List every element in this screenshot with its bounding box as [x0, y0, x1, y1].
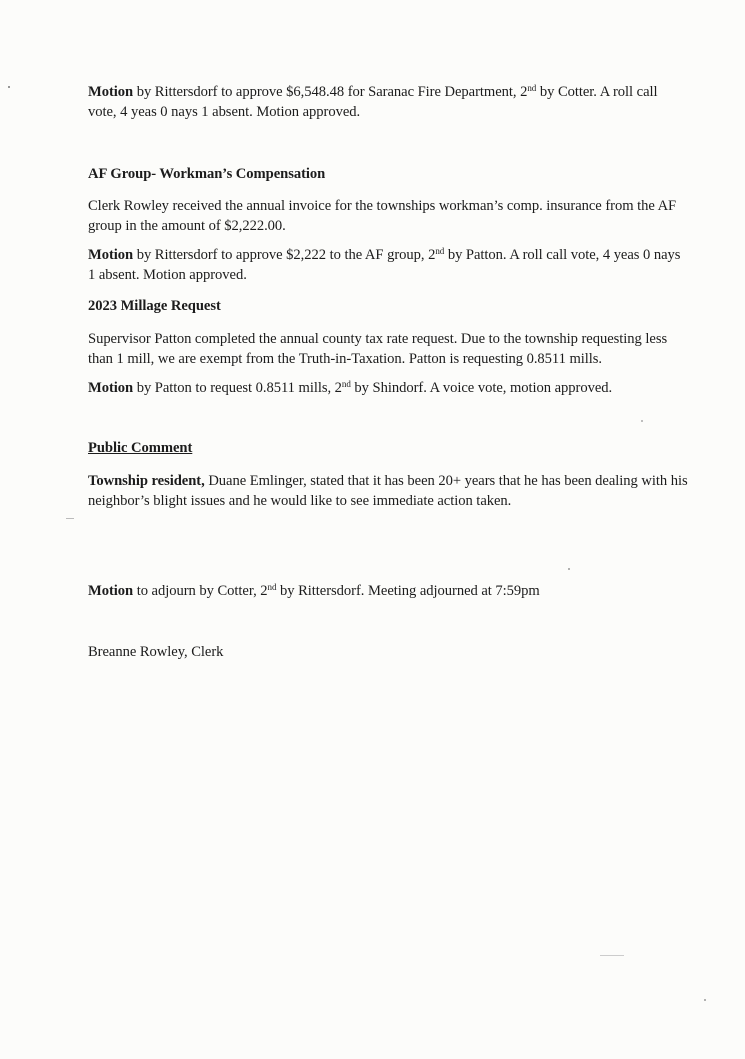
ordinal-suffix: nd: [341, 379, 351, 389]
motion-text: by Rittersdorf to approve $6,548.48 for Saranac Fire Department, 2: [133, 84, 528, 100]
public-comment-paragraph-block: [88, 471, 688, 511]
ordinal-suffix: nd: [435, 246, 445, 256]
motion-text-cont: by Patton. A roll call vote, 4 yeas 0 nays 1 absent. Motion approved.: [88, 247, 681, 283]
motion-text: by Rittersdorf to approve $2,222 to the AF group, 2: [133, 247, 436, 263]
adjourn-motion: [88, 581, 688, 601]
millage-paragraph-block: [88, 329, 688, 369]
ordinal-suffix: nd: [527, 83, 537, 93]
millage-motion-paragraph: [88, 378, 688, 398]
ordinal-suffix: nd: [267, 582, 277, 592]
public-comment-paragraph: [88, 471, 688, 511]
motion-text: by Patton to request 0.8511 mills, 2: [133, 380, 342, 396]
public-comment-section: [88, 438, 688, 458]
af-group-motion: [88, 245, 688, 285]
scan-speck: [641, 420, 643, 422]
motion-text-cont: by Cotter. A roll call vote, 4 yeas 0 nays 1 absent. Motion approved.: [88, 84, 658, 120]
clerk-signature: Breanne Rowley, Clerk: [88, 644, 224, 660]
af-group-motion-paragraph: [88, 245, 688, 285]
motion-text: to adjourn by Cotter, 2: [133, 583, 268, 599]
scan-speck: [600, 955, 624, 956]
motion-text-cont: by Shindorf. A voice vote, motion approved.: [350, 380, 613, 396]
public-comment-text: Duane Emlinger, stated that it has been 20+ years that he has been dealing with his neighbor’s blight issues and he would like to see immediate action taken.: [88, 473, 688, 509]
af-group-paragraph: Clerk Rowley received the annual invoice for the townships workman’s comp. insurance from the AF group in the amount of $2,222.00.: [88, 198, 677, 234]
public-comment-heading: Public Comment: [88, 440, 193, 456]
millage-section: [88, 296, 688, 316]
fire-motion-paragraph: [88, 82, 688, 122]
scan-speck: [704, 999, 706, 1001]
motion-label: Motion: [88, 247, 134, 263]
signature-block: [88, 642, 688, 662]
af-group-paragraph-block: [88, 196, 688, 236]
millage-motion: [88, 378, 688, 398]
millage-heading: 2023 Millage Request: [88, 298, 221, 314]
motion-label: Motion: [88, 583, 134, 599]
millage-paragraph: Supervisor Patton completed the annual county tax rate request. Due to the township requesting less than 1 mill, we are exempt from the Truth-in-Taxation. Patton is requesting 0.8511 mills.: [88, 331, 668, 367]
adjourn-motion-paragraph: [88, 581, 688, 601]
af-group-heading: AF Group- Workman’s Compensation: [88, 166, 326, 182]
motion-label: Motion: [88, 380, 134, 396]
speaker-label: Township resident,: [88, 473, 205, 489]
motion-label: Motion: [88, 84, 134, 100]
motion-text-cont: by Rittersdorf. Meeting adjourned at 7:59pm: [276, 583, 540, 599]
scan-speck: [8, 86, 10, 88]
scan-speck: [66, 518, 74, 519]
fire-department-motion: [88, 82, 688, 122]
af-group-section: [88, 164, 688, 184]
scan-speck: [568, 568, 570, 570]
